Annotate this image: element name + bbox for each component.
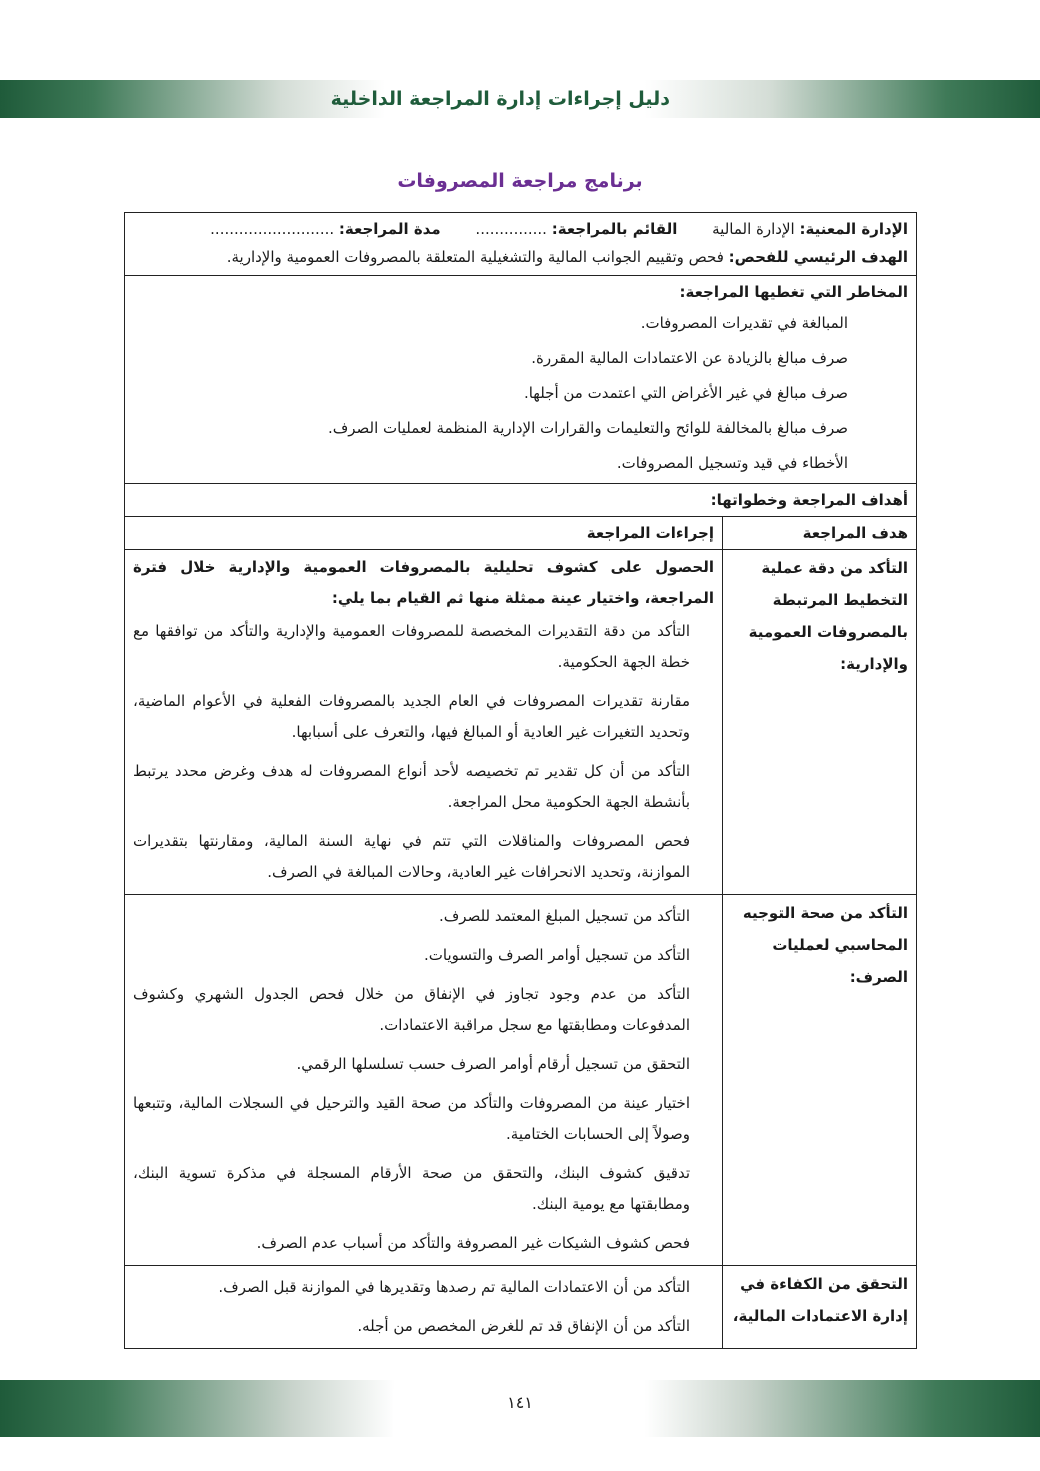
procedure-item: التأكد من أن الإنفاق قد تم للغرض المخصص من أجله. [357,1317,690,1335]
procedure-item: تدقيق كشوف البنك، والتحقق من صحة الأرقام المسجلة في مذكرة تسوية البنك، ومطابقتها مع يومية البنك. [133,1164,690,1213]
review-program-table [125,212,917,1349]
risk-item: صرف مبالغ في غير الأغراض التي اعتمدت من أجلها. [523,384,848,402]
risk-item: المبالغة في تقديرات المصروفات. [640,314,848,332]
objective-cell: التحقق من الكفاءة في إدارة الاعتمادات المالية، [732,1275,908,1325]
dept-value: الإدارة المالية [712,220,795,238]
col-objective-header: هدف المراجعة [802,524,908,542]
header-band [0,80,1040,118]
meta-line [133,215,908,243]
procedure-item: اختيار عينة من المصروفات والتأكد من صحة القيد والترحيل في السجلات المالية، وتتبعها وصولاً إلى الحسابات الختامية. [133,1094,690,1143]
document-title: برنامج مراجعة المصروفات [397,170,643,192]
objective-cell: التأكد من دقة عملية التخطيط المرتبطة بالمصروفات العمومية والإدارية: [748,559,908,673]
dept-label: الإدارة المعنية: [799,220,908,238]
procedure-item: فحص المصروفات والمناقلات التي تتم في نهاية السنة المالية، ومقارنتها بتقديرات الموازنة، وتحديد الانحرافات غير العادية، وحالات المبالغة في الصرف. [133,832,690,881]
procedure-item: التأكد من أن الاعتمادات المالية تم رصدها وتقديرها في الموازنة قبل الصرف. [218,1278,690,1296]
reviewer-value: ............... [475,220,547,238]
procedure-item: التأكد من عدم وجود تجاوز في الإنفاق من خلال فحص الجدول الشهري وكشوف المدفوعات ومطابقتها مع سجل مراقبة الاعتمادات. [133,985,690,1034]
risks-row [125,276,917,484]
page-number: ١٤١ [507,1393,533,1412]
col-procedures-header: إجراءات المراجعة [586,524,714,542]
goal-line [133,243,908,271]
steps-heading-row [125,484,917,517]
procedure-lead: الحصول على كشوف تحليلية بالمصروفات العمومية والإدارية خلال فترة المراجعة، واختيار عينة ممثلة منها ثم القيام بما يلي: [133,558,714,607]
goal-label: الهدف الرئيسي للفحص: [728,248,908,266]
risk-item: صرف مبالغ بالزيادة عن الاعتمادات المالية المقررة. [531,349,848,367]
steps-heading: أهداف المراجعة وخطواتها: [710,491,908,509]
reviewer-label: القائم بالمراجعة: [551,220,678,238]
risk-item: الأخطاء في قيد وتسجيل المصروفات. [616,454,848,472]
procedure-item: التحقق من تسجيل أرقام أوامر الصرف حسب تسلسلها الرقمي. [296,1055,690,1073]
duration-value: .......................... [210,220,335,238]
procedure-item: التأكد من دقة التقديرات المخصصة للمصروفات العمومية والإدارية والتأكد من توافقها مع خطة الجهة الحكومية. [133,622,690,671]
procedure-item: مقارنة تقديرات المصروفات في العام الجديد بالمصروفات الفعلية في الأعوام الماضية، وتحديد التغيرات غير العادية أو المبالغ فيها، والتعرف على أسبابها. [133,692,690,741]
procedure-item: فحص كشوف الشيكات غير المصروفة والتأكد من أسباب عدم الصرف. [256,1234,690,1252]
procedure-item: التأكد من تسجيل أوامر الصرف والتسويات. [423,946,690,964]
risks-heading: المخاطر التي تغطيها المراجعة: [679,283,908,301]
info-row [125,213,917,276]
procedure-item: التأكد من تسجيل المبلغ المعتمد للصرف. [438,907,690,925]
table-row [125,1266,917,1349]
table-row [125,550,917,895]
header-title: دليل إجراءات إدارة المراجعة الداخلية [330,88,670,110]
goal-value: فحص وتقييم الجوانب المالية والتشغيلية المتعلقة بالمصروفات العمومية والإدارية. [226,248,724,266]
risk-item: صرف مبالغ بالمخالفة للوائح والتعليمات والقرارات الإدارية المنظمة لعمليات الصرف. [327,419,848,437]
duration-label: مدة المراجعة: [338,220,441,238]
procedure-item: التأكد من أن كل تقدير تم تخصيصه لأحد أنواع المصروفات له هدف وغرض محدد يرتبط بأنشطة الجهة الحكومية محل المراجعة. [133,762,690,811]
column-header-row [125,517,917,550]
table-row [125,895,917,1266]
objective-cell: التأكد من صحة التوجيه المحاسبي لعمليات الصرف: [742,904,908,986]
